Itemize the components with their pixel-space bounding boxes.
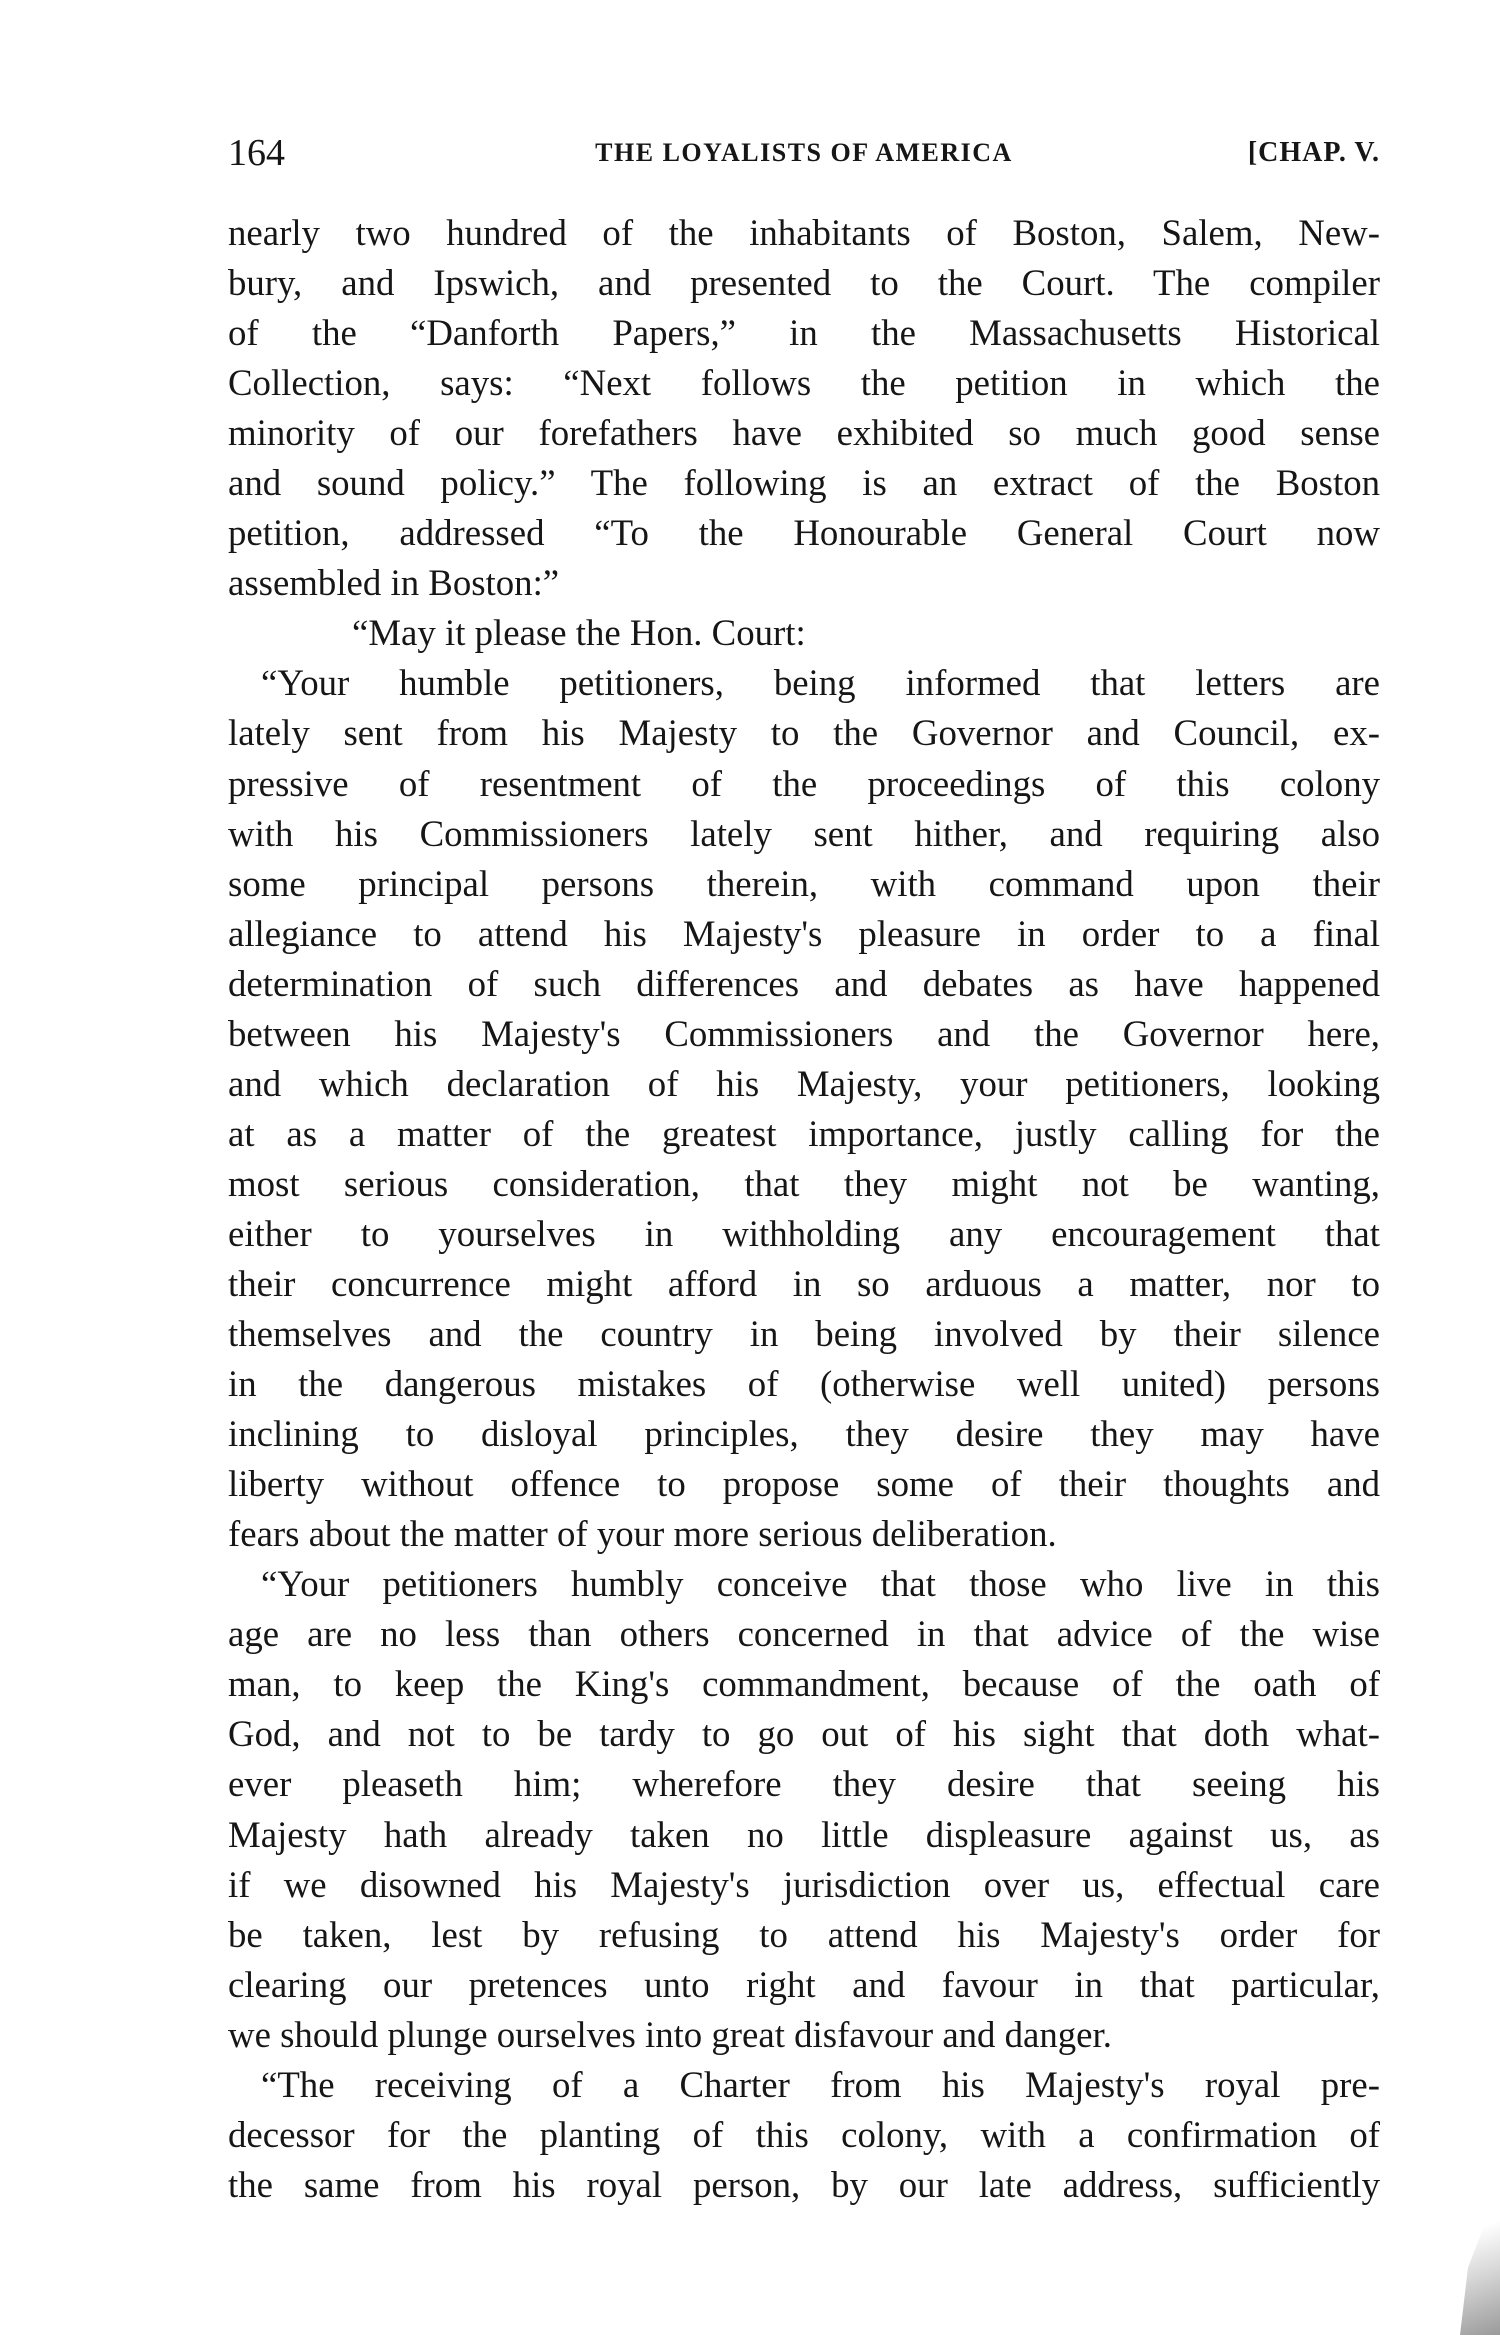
- text-line: nearly two hundred of the inhabitants of Boston, Salem, New-: [228, 212, 1380, 253]
- text-line: decessor for the planting of this colony, with a confirmation of: [228, 2113, 1380, 2155]
- text-line: “Your humble petitioners, being informed that letters are: [261, 662, 1380, 704]
- text-line: determination of such differences and debates as have happened: [228, 962, 1380, 1004]
- text-line: ever pleaseth him; wherefore they desire that seeing his: [228, 1763, 1380, 1805]
- text-line: either to yourselves in withholding any encouragement that: [228, 1212, 1380, 1254]
- text-line: with his Commissioners lately sent hither, and requiring also: [228, 812, 1380, 854]
- text-line: of the “Danforth Papers,” in the Massachusetts Historical: [228, 312, 1380, 354]
- text-line: between his Majesty's Commissioners and the Governor here,: [228, 1012, 1380, 1054]
- body-text: [228, 208, 1380, 2210]
- text-line: man, to keep the King's commandment, because of the oath of: [228, 1663, 1380, 1705]
- text-line: “May it please the Hon. Court:: [352, 612, 806, 654]
- text-line: God, and not to be tardy to go out of his sight that doth what-: [228, 1713, 1380, 1755]
- text-line: liberty without offence to propose some of their thoughts and: [228, 1463, 1380, 1505]
- text-line: and sound policy.” The following is an extract of the Boston: [228, 462, 1380, 504]
- text-line: pressive of resentment of the proceedings of this colony: [228, 762, 1380, 804]
- running-title: THE LOYALISTS OF AMERICA: [595, 138, 1013, 167]
- paragraph-salutation: [228, 608, 1380, 658]
- paragraph-petition-charter: [228, 2060, 1380, 2210]
- text-line: minority of our forefathers have exhibited so much good sense: [228, 412, 1380, 454]
- text-line: assembled in Boston:”: [228, 562, 560, 604]
- paragraph-petition-opening: [228, 658, 1380, 1559]
- text-line: age are no less than others concerned in that advice of the wise: [228, 1613, 1380, 1655]
- text-line: “The receiving of a Charter from his Majesty's royal pre-: [261, 2063, 1380, 2105]
- text-line: and which declaration of his Majesty, your petitioners, looking: [228, 1062, 1380, 1104]
- text-line: themselves and the country in being involved by their silence: [228, 1313, 1380, 1355]
- text-line: lately sent from his Majesty to the Governor and Council, ex-: [228, 712, 1380, 754]
- text-line: in the dangerous mistakes of (otherwise well united) persons: [228, 1363, 1380, 1405]
- running-head: [228, 128, 1380, 178]
- text-line: some principal persons therein, with command upon their: [228, 862, 1380, 904]
- text-line: the same from his royal person, by our late address, sufficiently: [228, 2163, 1380, 2205]
- text-line: if we disowned his Majesty's jurisdiction over us, effectual care: [228, 1863, 1380, 1905]
- page-curl-shadow: [1460, 2185, 1500, 2335]
- text-line: Majesty hath already taken no little displeasure against us, as: [228, 1813, 1380, 1855]
- text-line: most serious consideration, that they might not be wanting,: [228, 1162, 1380, 1204]
- text-line: “Your petitioners humbly conceive that those who live in this: [261, 1563, 1380, 1605]
- chapter-mark: [CHAP. V.: [1247, 137, 1380, 168]
- text-line: petition, addressed “To the Honourable General Court now: [228, 512, 1380, 554]
- text-line: allegiance to attend his Majesty's pleasure in order to a final: [228, 912, 1380, 954]
- page-number: 164: [228, 132, 285, 174]
- text-line: Collection, says: “Next follows the petition in which the: [228, 362, 1380, 404]
- text-line: we should plunge ourselves into great disfavour and danger.: [228, 2013, 1112, 2055]
- text-line: bury, and Ipswich, and presented to the Court. The compiler: [228, 262, 1380, 304]
- paragraph-petition-commandment: [228, 1559, 1380, 2059]
- text-line: inclining to disloyal principles, they desire they may have: [228, 1413, 1380, 1455]
- text-line: be taken, lest by refusing to attend his Majesty's order for: [228, 1913, 1380, 1955]
- text-line: clearing our pretences unto right and favour in that particular,: [228, 1963, 1380, 2005]
- text-line: fears about the matter of your more serious deliberation.: [228, 1513, 1057, 1555]
- text-line: at as a matter of the greatest importance, justly calling for the: [228, 1112, 1380, 1154]
- text-line: their concurrence might afford in so arduous a matter, nor to: [228, 1262, 1380, 1304]
- paragraph-intro: [228, 208, 1380, 608]
